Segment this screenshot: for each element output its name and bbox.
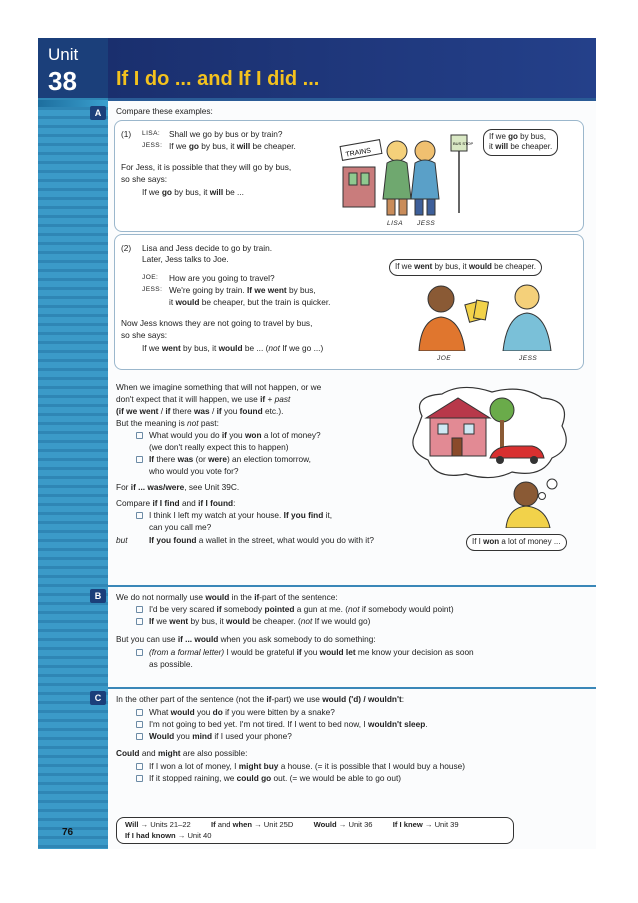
bullet-box	[136, 649, 143, 656]
c-example-2: I'm not going to bed yet. I'm not tired. If I went to bed now, I wouldn't sleep.	[136, 719, 428, 730]
bullet-box	[136, 432, 143, 439]
lisa-jess-illustration	[339, 129, 479, 217]
section-b-badge: B	[90, 589, 106, 603]
bullet-box	[136, 763, 143, 770]
bullet-box	[136, 733, 143, 740]
bullet-box	[136, 775, 143, 782]
divider	[108, 98, 596, 101]
ex1-jess-name: JESS:	[142, 142, 163, 149]
ex2-line-1: Lisa and Jess decide to go by train.	[142, 243, 273, 253]
imagine-example-1-note: (we don't really expect this to happen)	[149, 442, 289, 452]
compare-example-1: I think I left my watch at your house. If you find it,	[136, 510, 332, 521]
ex2-joe-line: How are you going to travel?	[169, 273, 275, 283]
ex1-for-jess: For Jess, it is possible that they will go by bus,	[121, 162, 292, 172]
divider	[108, 585, 596, 587]
xref-row-1: Will → Units 21–22 If and when → Unit 25D Would → Unit 36 If I knew → Unit 39	[125, 820, 459, 829]
b-example-1: I'd be very scared if somebody pointed a gun at me. (not if somebody would point)	[136, 604, 454, 615]
b-example-3-cont: as possible.	[149, 659, 193, 669]
c-example-4: If I won a lot of money, I might buy a house. (= it is possible that I would buy a house)	[136, 761, 465, 772]
dream-illustration	[402, 386, 582, 528]
b-example-2: If we went by bus, it would be cheaper. (not If we would go)	[136, 616, 370, 627]
ex2-jess-name: JESS:	[142, 286, 163, 293]
imagine-line-2: don't expect that it will happen, we use if + past	[116, 394, 291, 404]
c-example-5: If it stopped raining, we could go out. (= we would be able to go out)	[136, 773, 401, 784]
xref-row-2: If I had known → Unit 40	[125, 831, 212, 840]
ex2-line-2: Later, Jess talks to Joe.	[142, 254, 229, 264]
for-if-was-were: For if ... was/were, see Unit 39C.	[116, 482, 240, 492]
left-stripe	[38, 38, 108, 849]
content-area	[108, 98, 596, 849]
section-c-badge: C	[90, 691, 106, 705]
bullet-box	[136, 721, 143, 728]
header-bar	[108, 38, 596, 98]
unit-number: 38	[48, 66, 77, 96]
caption-joe: JOE	[437, 355, 452, 362]
b-line-1: We do not normally use would in the if-part of the sentence:	[116, 592, 338, 602]
but-label: but	[116, 535, 128, 545]
ex1-lisa-name: LISA:	[142, 130, 161, 137]
page-title: If I do ... and If I did ...	[116, 68, 320, 90]
caption-lisa: LISA	[387, 220, 404, 227]
example-2-box	[114, 234, 584, 370]
bullet-box	[136, 456, 143, 463]
joe-jess-illustration	[411, 279, 561, 351]
ex2-jess-line-1: We're going by train. If we went by bus,	[169, 285, 316, 295]
ex2-jess-line-2: it would be cheaper, but the train is quicker.	[169, 297, 331, 307]
imagine-example-2-cont: who would you vote for?	[149, 466, 239, 476]
compare-example-1-cont: can you call me?	[149, 522, 212, 532]
ex1-number: (1)	[121, 129, 132, 139]
imagine-line-4: But the meaning is not past:	[116, 418, 219, 428]
cross-reference-box	[116, 817, 514, 844]
ex1-lisa-line: Shall we go by bus or by train?	[169, 129, 283, 139]
page-number: 76	[62, 827, 74, 838]
textbook-page	[38, 38, 596, 849]
imagine-example-2: If there was (or were) an election tomorrow,	[136, 454, 311, 465]
bus-stop-sign: BUS STOP	[453, 141, 474, 146]
c-example-3: Would you mind if I used your phone?	[136, 731, 292, 742]
speech-bubble-3: If I won a lot of money ...	[466, 534, 567, 551]
imagine-example-1: What would you do if you won a lot of money?	[136, 430, 321, 441]
speech-bubble-1: If we go by bus, it will be cheaper.	[483, 129, 558, 156]
ex2-joe-name: JOE:	[142, 274, 159, 281]
caption-jess: JESS	[417, 220, 436, 227]
imagine-line-3: (if we went / if there was / if you found etc.).	[116, 406, 284, 416]
ex1-so-says: so she says:	[121, 174, 168, 184]
unit-box	[38, 38, 108, 98]
ex2-example: If we went by bus, it would be ... (not If we go ...)	[142, 343, 324, 353]
caption-jess-2: JESS	[519, 355, 538, 362]
section-a-badge: A	[90, 106, 106, 120]
c-line-2: Could and might are also possible:	[116, 748, 248, 758]
a-intro: Compare these examples:	[116, 106, 213, 116]
ex1-example: If we go by bus, it will be ...	[142, 187, 244, 197]
c-line-1: In the other part of the sentence (not the if-part) we use would ('d) / wouldn't:	[116, 694, 405, 704]
c-example-1: What would you do if you were bitten by a snake?	[136, 707, 335, 718]
ex2-so-says: so she says:	[121, 330, 168, 340]
ex2-number: (2)	[121, 243, 132, 253]
compare-line: Compare if I find and if I found:	[116, 498, 236, 508]
b-example-3: (from a formal letter) I would be grateful if you would let me know your decision as soon	[136, 647, 474, 658]
compare-example-2: If you found a wallet in the street, what would you do with it?	[149, 535, 375, 545]
bullet-box	[136, 606, 143, 613]
imagine-line-1: When we imagine something that will not happen, or we	[116, 382, 322, 392]
speech-bubble-2: If we went by bus, it would be cheaper.	[389, 259, 542, 276]
trains-sign: TRAINS	[345, 147, 372, 159]
b-line-2: But you can use if ... would when you ask somebody to do something:	[116, 634, 376, 644]
ex1-jess-line: If we go by bus, it will be cheaper.	[169, 141, 296, 151]
ex2-now: Now Jess knows they are not going to travel by bus,	[121, 318, 313, 328]
bullet-box	[136, 512, 143, 519]
example-1-box	[114, 120, 584, 232]
divider	[108, 687, 596, 689]
bullet-box	[136, 709, 143, 716]
bullet-box	[136, 618, 143, 625]
unit-label: Unit	[48, 45, 79, 64]
